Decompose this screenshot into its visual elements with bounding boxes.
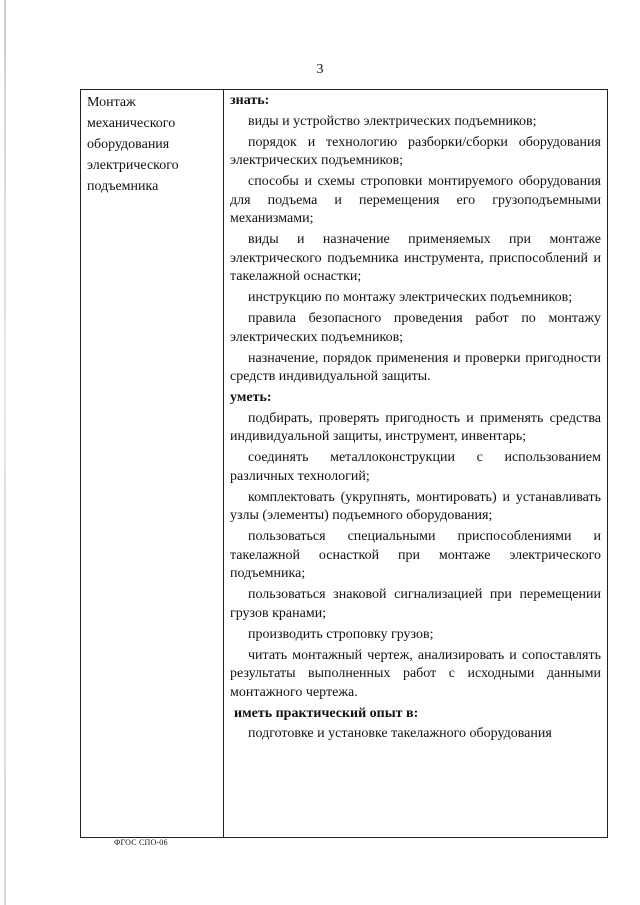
list-item: соединять металлоконструкции с использованием различных технологий; bbox=[230, 450, 601, 484]
requirements-list bbox=[224, 90, 607, 744]
list-item: подбирать, проверять пригодность и применять средства индивидуальной защиты, инструмент, инвентарь; bbox=[230, 410, 601, 444]
list-item: подготовке и установке такелажного оборудования bbox=[248, 726, 552, 741]
section-heading-experience: иметь практический опыт в: bbox=[234, 705, 419, 721]
list-item: читать монтажный чертеж, анализировать и сопоставлять результаты выполненных работ с исходными данными монтажного чертежа. bbox=[230, 647, 601, 700]
activity-name: Монтаж механического оборудования электрического подъемника bbox=[87, 95, 179, 194]
list-item: порядок и технологию разборки/сборки оборудования электрических подъемников; bbox=[230, 134, 601, 168]
list-item: виды и назначение применяемых при монтаже электрического подъемника инструмента, приспособлений и такелажной оснастки; bbox=[230, 232, 601, 284]
list-item: комплектовать (укрупнять, монтировать) и устанавливать узлы (элементы) подъемного оборудования; bbox=[230, 489, 601, 523]
list-item: способы и схемы строповки монтируемого оборудования для подъема и перемещения его грузоподъемными механизмами; bbox=[230, 174, 601, 226]
page-number: 3 bbox=[316, 62, 324, 77]
list-item: виды и устройство электрических подъемников; bbox=[248, 113, 537, 129]
section-heading-can: уметь: bbox=[230, 390, 272, 405]
scan-edge bbox=[4, 0, 6, 905]
list-item: производить строповку грузов; bbox=[248, 626, 434, 642]
list-item: пользоваться специальными приспособлениями и такелажной оснасткой при монтаже электрического подъемника; bbox=[230, 529, 601, 581]
competency-table bbox=[80, 89, 608, 838]
list-item: правила безопасного проведения работ по монтажу электрических подъемников; bbox=[230, 311, 601, 345]
activity-cell bbox=[81, 90, 224, 838]
list-item: пользоваться знаковой сигнализацией при перемещении грузов кранами; bbox=[230, 587, 601, 621]
section-heading-know: знать: bbox=[230, 93, 270, 108]
requirements-cell bbox=[224, 90, 608, 838]
list-item: инструкцию по монтажу электрических подъемников; bbox=[248, 290, 573, 305]
table-row bbox=[81, 90, 608, 838]
list-item: назначение, порядок применения и проверки пригодности средств индивидуальной защиты. bbox=[230, 350, 601, 384]
footer-code: ФГОС СПО-06 bbox=[114, 838, 168, 847]
